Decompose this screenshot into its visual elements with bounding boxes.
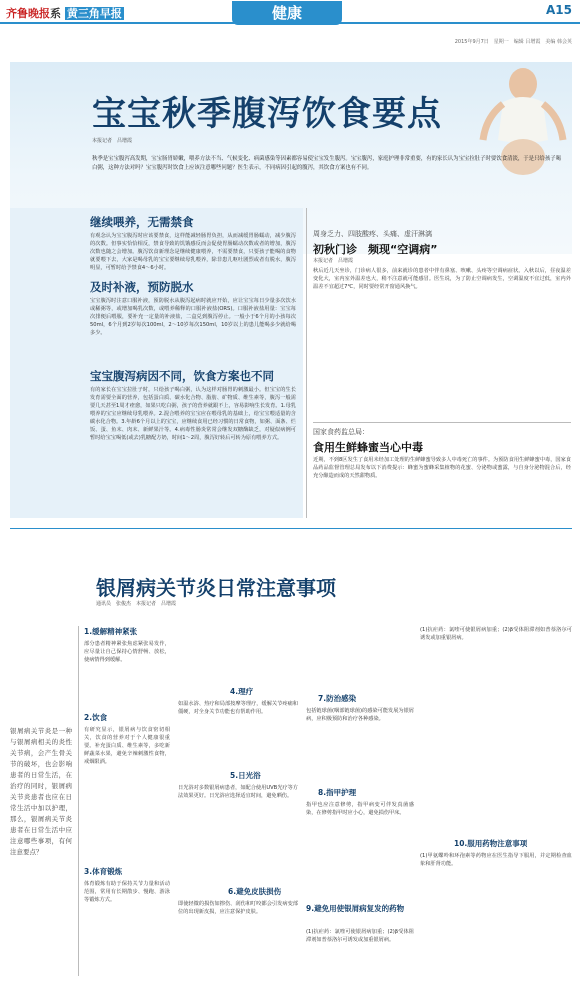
article2-title2: 食用生鲜蜂蜜当心中毒 <box>313 441 423 454</box>
section-text: 有观念认为宝宝腹泻时应该要禁食，这样能减轻肠胃负担，从而减缓胃肠蠕动，减少腹泻的次数。但事实恰恰相反，禁食导致的饥饿感反而会促使胃肠蠕动次数或者的增加，腹泻次数也随之会增加。腹泻饮食新理念是继续健康喂养，不需要禁食，只要孩子能喝的食物就要喂下去，大家是喝母乳的宝宝要继续母乳喂养，除非患儿呕吐剧烈或者有脱水，腹泻明显，可暂时给予禁食4～6小时。 <box>90 233 296 271</box>
article2-kicker: 周身乏力、四肢酸疼、头痛、虚汗淋漓 <box>313 230 432 238</box>
section-text: 有研究显示，银屑病与饮食密切相关，饮食的营养对于个人健康很重要。补充蛋白质、维生素等，多吃新鲜蔬菜水果，避免辛辣刺激性食物，戒烟限酒。 <box>84 727 170 765</box>
article2-text2: 近期，不到8区发生了食用未经加工处理的生鲜蜂蜜导致多人中毒死亡的事件。为预防食用生鲜蜂蜜中毒，国家食品药品监督管理总局发布以下消费提示：蜂蜜为蜜蜂采集植物的花蜜、分泌物或蜜露，与自身分泌物混合后，经充分酿造而成的天然甜物质。 <box>313 457 571 479</box>
section-text: 包括链球菌(咽部链球菌)的感染可能发展为银屑病，应积极预防和治疗各种感染。 <box>306 708 414 722</box>
section-text: 部分患者精神紧张焦虑紧张易发作，应尽量让自己保持心情舒畅、放松，使病情得到缓解。 <box>84 641 170 663</box>
article2-title: 初秋门诊 频现“空调病” <box>313 243 438 256</box>
section-heading: 宝宝腹泻病因不同，饮食方案也不同 <box>90 369 274 383</box>
section-heading: 3.体育锻炼 <box>84 867 123 876</box>
section-title: 健康 <box>232 1 342 25</box>
column-divider <box>78 626 79 976</box>
section-heading: 2.饮食 <box>84 713 108 722</box>
section-heading: 4.理疗 <box>230 687 254 696</box>
article1-intro: 秋季是宝宝腹泻高发期，宝宝肠胃娇嫩，喂养方法不当、气候变化、病菌感染等因素都容易使宝宝发生腹泻。宝宝腹泻，家庭护理非常重要，有的家长认为宝宝拉肚子时要饮食清淡，于是只给孩子喝白粥，这种方法对吗？宝宝腹泻时饮食上应该注意哪些问题？医生表示，不同病因引起的腹泻，其饮食方案也有不同。 <box>92 156 561 171</box>
article1-title: 宝宝秋季腹泻饮食要点 <box>92 94 442 134</box>
article2-kicker2: 国家食药监总局： <box>313 428 369 436</box>
section-text: (1)抗疟药：氯喹可使银屑病加重；(2)β受体阻滞剂如普萘洛尔可诱发或加重银屑病。 <box>306 929 414 943</box>
section-text: 体育锻炼有助于保持关节力量和活动范围，常用有长期散步、慢跑、游泳等锻炼方式。 <box>84 881 170 903</box>
dateline: 2015年9月7日 星期一 编辑 吕增霞 美编 韩会英 <box>454 39 572 45</box>
section-heading: 及时补液，预防脱水 <box>90 280 194 294</box>
section-heading: 继续喂养，无需禁食 <box>90 215 194 229</box>
section-heading: 5.日光浴 <box>230 771 261 780</box>
article3-title: 银屑病关节炎日常注意事项 <box>96 576 336 600</box>
section-heading: 8.指甲护理 <box>318 788 357 797</box>
section-text-continued: (1)抗疟药：氯喹可使银屑病加重；(2)β受体阻滞剂如普萘洛尔可诱发或加重银屑病。 <box>420 627 572 641</box>
newspaper-logo: 齐鲁晚报系 黄三角早报 <box>6 7 122 20</box>
article3-side-intro: 银屑病关节炎是一种与银屑病相关的炎性关节病，会产生骨关节的破坏，也会影响患者的日常生活，在治疗的同时，银屑病关节炎患者也应在日常生活中加以护理，那么，银屑病关节炎患者在日常生活中应注意哪些事项，有何注意要点？ <box>10 727 72 856</box>
column-divider <box>306 208 307 518</box>
section-heading: 6.避免皮肤损伤 <box>228 887 282 896</box>
divider <box>313 422 571 423</box>
article2-text: 秋后近几天坐诊，门诊病人很多，前来就诊的患者中伴有鼻塞、咳嗽、头疼等空调病症状。入秋以后，昼夜温差变化大，室内室外温差也大，稍不注意就可能感冒。医生说，为了防止空调病发生，空调温度不宜过低，室内外温差不宜超过7℃，同时要经常开窗通风换气。 <box>313 268 571 290</box>
page-number: A15 <box>546 3 572 17</box>
section-text: 宝宝腹泻时注意口服补液，预防脱水从腹泻起病时就应开始，应让宝宝每日少量多次饮水或稀粥等，或增加喝乳次数，或喂养稀释的口服补液盐(ORS)。口服补液盐用量：宝宝每次排便后喂服，要补充一定量的补液盐，二盒兑到腹泻停止。一般小于6个月的小孩每次50ml，6个月到2岁每次100ml，2～10岁每次150ml，10岁以上的患儿能喝多少就给喝多少。 <box>90 298 296 336</box>
section-text: 有的家长在宝宝拉肚子时，只给孩子喝白粥，认为这样对肠胃的刺激最小。但宝宝的生长发育需要全面的营养，包括蛋白质、碳水化合物、脂肪、矿物质、维生素等，腹泻一般需要几天甚至1周才痊愈，如果只吃白粥，孩子的营养就跟不上，容易影响生长发育。1.母乳喂养的宝宝应继续母乳喂养。2.混合喂养的宝宝应在喂母乳的基础上，给宝宝喂适量的含碳水化合物。3.年龄6个月以上的宝宝，应继续食用已经习惯的日常食物，如粥、面条、烂饭、蛋、鱼末、肉末、新鲜果汁等。4.病毒性肠炎常常会继发双糖酶缺乏，对疑似病例可暂时给宝宝喝低(或去)乳糖配方奶，时间1～2周，腹泻好转后可转为原有喂养方式。 <box>90 387 296 441</box>
section-text: 如温水浴、热疗和局部按摩等理疗，缓解关节疼痛和僵硬，对全身关节功能也有帮助作用。 <box>178 701 298 715</box>
divider <box>10 528 572 529</box>
section-heading: 1.缓解精神紧张 <box>84 627 138 636</box>
section-heading: 10.服用药物注意事项 <box>454 839 528 848</box>
section-text: (1)甲氨蝶呤和环孢素等药物应在医生指导下服用，并定期检查血象和肝肾功能。 <box>420 853 572 867</box>
section-heading: 9.避免用使银屑病复发的药物 <box>306 904 405 913</box>
article2-byline: 本报记者 吕增霞 <box>313 258 354 264</box>
article3-byline: 通讯员 张俊杰 本报记者 吕增霞 <box>96 601 177 607</box>
section-text: 指甲也应注意修剪，指甲病变可伴发真菌感染，在修剪指甲时应小心，避免损伤甲床。 <box>306 802 414 816</box>
section-text: 日光浴对多数银屑病患者，如配合使用UVB光疗等方法效果更好。日光浴应选择适宜时间，避免晒伤。 <box>178 785 298 799</box>
section-heading: 7.防治感染 <box>318 694 357 703</box>
section-text: 即使轻微的损伤如擦伤、刮伤和叮咬都会引发病变部位的出现新皮损，应注意保护皮肤。 <box>178 901 298 915</box>
article1-byline: 本报记者 吕增霞 <box>92 138 133 144</box>
